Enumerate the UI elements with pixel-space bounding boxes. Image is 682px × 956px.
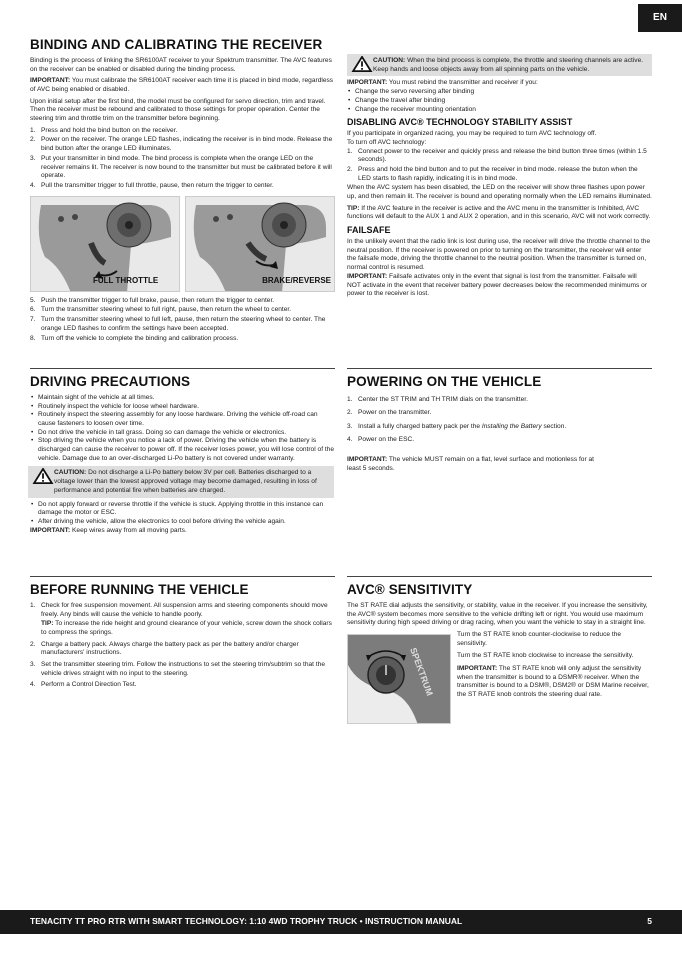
divider bbox=[347, 368, 652, 369]
list-item: 6. Turn the transmitter steering wheel to full right, pause, then return the wheel to center. bbox=[30, 306, 292, 314]
page-number: 5 bbox=[647, 916, 652, 927]
powering-section bbox=[347, 375, 652, 476]
disabling-intro: If you participate in organized racing, you may be required to turn AVC technology off. bbox=[347, 130, 597, 138]
list-item: 1. Check for free suspension movement. All suspension arms and steering components should move freely. Any binds will cause the vehicle to handle poorly. TIP: To increase the ride height and ground clearance of your vehicle, screw down the shock collars to compress the springs. bbox=[30, 601, 332, 636]
list-item: 1. Press and hold the bind button on the receiver. bbox=[30, 126, 178, 134]
list-item: 4. Pull the transmitter trigger to full throttle, pause, then return the trigger to center. bbox=[30, 181, 274, 189]
driving-important: IMPORTANT: Keep wires away from all moving parts. bbox=[30, 526, 187, 534]
list-item: 1. Center the ST TRIM and TH TRIM dials on the transmitter. bbox=[347, 395, 528, 403]
binding-notes-section bbox=[347, 54, 652, 302]
binding-steps-a bbox=[30, 127, 335, 191]
list-item: • After driving the vehicle, allow the electronics to cool before driving the vehicle again. bbox=[31, 517, 286, 525]
driving-section bbox=[30, 375, 335, 538]
list-item: 2. Power on the receiver. The orange LED flashes, indicating the receiver is in bind mode. Release the bind button after the orange LED illuminates. bbox=[30, 136, 333, 153]
full-throttle-label: FULL THROTTLE bbox=[93, 276, 159, 286]
st-rate-knob-image bbox=[347, 634, 451, 724]
driving-list-a bbox=[30, 394, 335, 464]
divider bbox=[30, 576, 335, 577]
lipo-caution-box bbox=[28, 466, 334, 497]
disabling-steps bbox=[347, 148, 652, 184]
list-item: • Do not apply forward or reverse throttle if the vehicle is stuck. Applying throttle in this instance can damage the motor or ESC. bbox=[31, 500, 324, 517]
list-item: 3. Install a fully charged battery pack per the Installing the Battery section. bbox=[347, 422, 567, 430]
list-item: 4. Power on the ESC. bbox=[347, 436, 415, 444]
list-item: • Routinely inspect the steering assembly for any loose hardware. Driving the vehicle off-road can cause fasteners to loosen over time. bbox=[31, 411, 318, 427]
failsafe-important: IMPORTANT: Failsafe activates only in the event that signal is lost from the transmitter. Failsafe will NOT activate in the event that receiver battery power decreases below the recommended minimums or power to the receiver is lost. bbox=[347, 272, 648, 298]
list-item: 5. Push the transmitter trigger to full brake, pause, then return the trigger to center. bbox=[30, 296, 275, 304]
footer-title: TENACITY TT PRO RTR WITH SMART TECHNOLOGY: 1:10 4WD TROPHY TRUCK • INSTRUCTION MANUAL bbox=[30, 916, 463, 927]
brand-text: SPEKTRUM bbox=[408, 646, 435, 698]
list-item: • Change the receiver mounting orientation bbox=[348, 105, 476, 113]
lipo-caution-text: CAUTION: Do not discharge a Li-Po battery below 3V per cell. Batteries discharged to a voltage lower than the lowest approved voltage may become damaged, resulting in loss of performance and potential fire when batteries are charged. bbox=[54, 469, 317, 494]
brake-reverse-figure bbox=[185, 196, 335, 292]
rebind-list bbox=[347, 88, 652, 114]
list-item: 2. Press and hold the bind button and to put the receiver in bind mode. release the buton when the LED starts to flash rapidly, indicating it is in bind mode. bbox=[347, 165, 638, 182]
list-item: • Do not drive the vehicle in tall grass. Doing so can damage the vehicle or electronics. bbox=[31, 428, 287, 436]
powering-important: IMPORTANT: The vehicle MUST remain on a flat, level surface and motionless for at least 5 seconds. bbox=[347, 455, 594, 472]
failsafe-text: In the unlikely event that the radio link is lost during use, the receiver will drive the throttle channel to the neutral position. If the receiver is powered on prior to turning on the transmitter, the receiver will enter the failsafe mode, driving the throttle channel to the neutral position. When the transmitter is turned on, normal control is resumed. bbox=[347, 238, 651, 272]
list-item: • Stop driving the vehicle when you notice a lack of power. Driving the vehicle when the battery is discharged can cause the receiver to power off. If the receiver loses power, you will lose control of the vehicle. Damage due to an over-discharged Li-Po battery is not covered under warranty. bbox=[31, 437, 335, 462]
list-item: 7. Turn the transmitter steering wheel to full left, pause, then return the steering wheel to center. The orange LED flashes to confirm the settings have been accepted. bbox=[30, 316, 326, 332]
binding-section bbox=[30, 38, 335, 344]
warning-icon bbox=[351, 56, 373, 72]
transmitter-figures bbox=[30, 196, 335, 292]
disabling-avc-title: DISABLING AVC® TECHNOLOGY STABILITY ASSIST bbox=[347, 117, 573, 128]
powering-steps bbox=[347, 394, 652, 447]
avc-ccw: Turn the ST RATE knob counter-clockwise to reduce the sensitivity. bbox=[457, 630, 622, 647]
list-item: 1. Connect power to the receiver and quickly press and release the bind button three times (within 1.5 seconds). bbox=[347, 147, 647, 164]
list-item: • Change the servo reversing after binding bbox=[348, 88, 475, 96]
divider bbox=[347, 576, 652, 577]
disabling-result: When the AVC system has been disabled, the LED on the receiver will show three flashes upon power up, and then remain lit. The receiver is bound and operating normally when the LED remains illuminated. bbox=[347, 184, 652, 201]
failsafe-title: FAILSAFE bbox=[347, 225, 391, 236]
before-running-steps bbox=[30, 602, 335, 690]
binding-intro: Binding is the process of linking the SR6100AT receiver to your Spektrum transmitter. The AVC features on the receiver can be enabled or disabled during the binding process. bbox=[30, 56, 332, 73]
driving-list-b bbox=[30, 501, 335, 527]
list-item: 2. Charge a battery pack. Always charge the battery pack as per the battery and/or charger manufacturers' instructions. bbox=[30, 640, 299, 657]
list-item: 4. Perform a Control Direction Test. bbox=[30, 681, 137, 689]
before-running-section bbox=[30, 583, 335, 691]
language-tab: EN bbox=[638, 4, 682, 32]
list-item: 8. Turn off the vehicle to complete the binding and calibration process. bbox=[30, 334, 239, 342]
full-throttle-figure bbox=[30, 196, 180, 292]
disabling-howto: To turn off AVC technology: bbox=[347, 138, 427, 146]
warning-icon bbox=[32, 468, 54, 484]
page-footer bbox=[0, 910, 682, 934]
avc-intro: The ST RATE dial adjusts the sensitivity, or stability, value in the receiver. If you increase the sensitivity, the AVC® system becomes more sensitive to the vehicle drifting left or right. You would use maximum sensitivity during high speed driving or drag racing, when you want the vehicle to stay in a straight line. bbox=[347, 601, 648, 627]
transmitter-knob-illustration bbox=[348, 635, 451, 724]
avc-sensitivity-title: AVC® SENSITIVITY bbox=[347, 582, 473, 597]
binding-title: BINDING AND CALIBRATING THE RECEIVER bbox=[30, 37, 323, 52]
avc-sensitivity-section bbox=[347, 583, 652, 724]
driving-title: DRIVING PRECAUTIONS bbox=[30, 374, 191, 389]
list-item: 3. Set the transmitter steering trim. Follow the instructions to set the steering trim/subtrim so that the vehicle drives straight with no input to the steering. bbox=[30, 661, 326, 677]
avc-cw: Turn the ST RATE knob clockwise to increase the sensitivity. bbox=[457, 652, 634, 660]
caution-text: CAUTION: When the bind process is complete, the throttle and steering channels are active. Keep hands and loose objects away from all spinning parts on the vehicle. bbox=[373, 57, 644, 73]
rebind-note: IMPORTANT: You must rebind the transmitter and receiver if you: bbox=[347, 79, 538, 87]
list-item: • Routinely inspect the vehicle for loose wheel hardware. bbox=[31, 402, 199, 410]
disabling-tip: TIP: If the AVC feature in the receiver is active and the AVC menu in the transmitter is Inhibited, AVC functions will default to the AUX 1 and AUX 2 operation, and in this scenario, AVC will not work correctly. bbox=[347, 204, 651, 221]
binding-important: IMPORTANT: You must calibrate the SR6100AT receiver each time it is placed in bind mode, regardless of AVC being enabled or disabled. bbox=[30, 77, 334, 93]
binding-steps-b bbox=[30, 297, 335, 344]
list-item: 3. Put your transmitter in bind mode. The bind process is complete when the orange LED on the receiver remains lit. The receiver is now bound to the transmitter but must be calibrated before it will operate. bbox=[30, 154, 332, 180]
binding-setup: Upon initial setup after the first bind, the model must be configured for servo direction, trim and travel. Then the receiver must be rebound and calibrated to those settings for proper operation. Center the steering trim and throttle trim on the transmitter before beginning. bbox=[30, 97, 326, 123]
caution-box bbox=[347, 54, 652, 76]
list-item: • Maintain sight of the vehicle at all times. bbox=[31, 393, 155, 401]
list-item: • Change the travel after binding bbox=[348, 96, 446, 104]
powering-title: POWERING ON THE VEHICLE bbox=[347, 374, 542, 389]
avc-important: IMPORTANT: The ST RATE knob will only adjust the sensitivity when the transmitter is bound to a DSMR® receiver. When the transmitter is bound to a DSM®, DSM2® or DSM Marine receiver, the ST RATE knob controls the steering dual rate. bbox=[457, 665, 649, 699]
list-item: 2. Power on the transmitter. bbox=[347, 409, 432, 417]
divider bbox=[30, 368, 335, 369]
brake-reverse-label: BRAKE/REVERSE bbox=[262, 276, 331, 286]
before-running-title: BEFORE RUNNING THE VEHICLE bbox=[30, 582, 249, 597]
